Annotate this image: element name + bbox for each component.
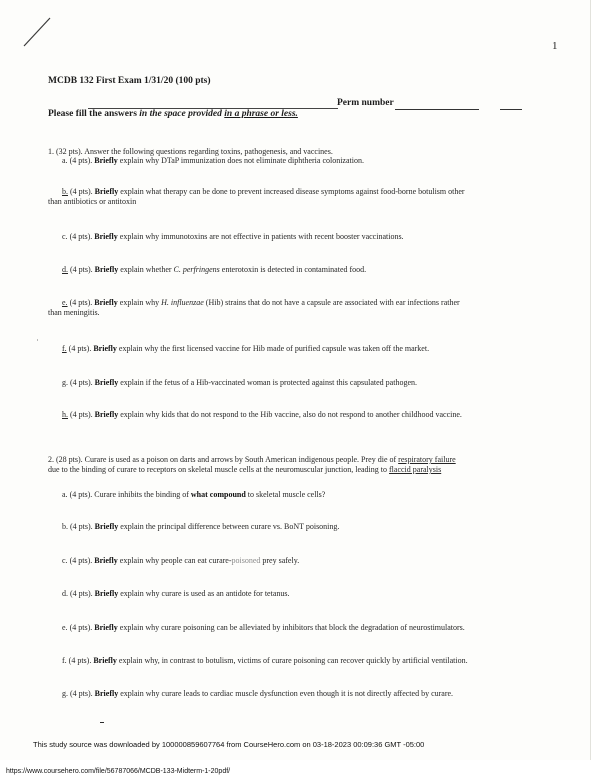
q2g-pts: (4 pts). [68, 689, 95, 698]
q1f-label: f. [62, 344, 67, 353]
q2a-text: to skeletal muscle cells? [245, 490, 326, 499]
q2c-keyword: Briefly [94, 556, 118, 565]
q1g-keyword: Briefly [94, 378, 119, 387]
q1c-label: c. [62, 232, 68, 241]
q1e-text: explain why [117, 298, 162, 307]
q2f-pts: (4 pts). [66, 656, 94, 665]
q1d-text-2: enterotoxin is detected in contaminated food. [219, 265, 367, 274]
q1f-keyword: Briefly [93, 344, 117, 353]
q1d-pts: (4 pts). [68, 265, 95, 274]
q2c-pts: (4 pts). [67, 556, 95, 565]
q1e-cont: than meningitis. [48, 308, 100, 317]
q1a [62, 156, 364, 166]
instructions-underlined: in a phrase or less. [224, 109, 298, 119]
q2d-pts: (4 pts). [68, 589, 95, 598]
q1a-keyword: Briefly [94, 156, 118, 165]
q2g-label: g. [62, 689, 68, 698]
instructions-text: Please fill the answers [48, 109, 140, 119]
q2e-text: explain why curare poisoning can be alleviated by inhibitors that block the degradation of neurostimulators. [117, 623, 465, 632]
stray-dash [100, 722, 104, 723]
q1b-cont: than antibiotics or antitoxin [48, 197, 137, 206]
q2-intro-text-2: due to the binding of curare to receptors on skeletal muscle cells at the neuromuscular junction, leading to [48, 465, 390, 474]
download-notice: This study source was downloaded by 100000859607764 from CourseHero.com on 03-18-2023 00:09:36 GMT -05:00 [33, 740, 425, 749]
q2f-text: explain why, in contrast to botulism, victims of curare poisoning can recover quickly by artificial ventilation. [116, 656, 468, 665]
q1d-organism: C. perfringens [173, 265, 220, 274]
q1b [62, 187, 465, 197]
q1e-pts: (4 pts). [67, 298, 95, 307]
q1g [62, 378, 417, 388]
q1c-pts: (4 pts). [67, 232, 95, 241]
q2f [62, 656, 468, 666]
q1e-keyword: Briefly [94, 298, 118, 307]
page-number: 1 [552, 40, 558, 52]
stray-mark: ʾ [36, 338, 39, 348]
q2b-label: b. [62, 522, 68, 531]
q1d-label: d. [62, 265, 68, 274]
source-url-link[interactable]: https://www.coursehero.com/file/56787066/MCDB-133-Midterm-1-20pdf/ [6, 768, 231, 775]
q1h [62, 410, 462, 420]
q2e-keyword: Briefly [94, 623, 118, 632]
q2-intro-underlined-2: flaccid paralysis [389, 465, 442, 474]
q2d-text: explain why curare is used as an antidote for tetanus. [118, 589, 290, 598]
q2-intro-line2 [48, 465, 441, 475]
q1e-label: e. [62, 298, 68, 307]
q2b-text: explain the principal difference between curare vs. BoNT poisoning. [118, 522, 340, 531]
q2c-faded-word: poisoned [231, 556, 261, 565]
q2b-pts: (4 pts). [68, 522, 95, 531]
q1c-text: explain why immunotoxins are not effective in patients with recent booster vaccinations. [117, 232, 404, 241]
q1a-pts: (4 pts). [67, 156, 95, 165]
q1g-label: g. [62, 378, 68, 387]
q1b-text: explain what therapy can be done to prevent increased disease symptoms against food-borne botulism other [118, 187, 465, 196]
q1e [62, 298, 460, 308]
perm-number-label: Perm number [337, 98, 394, 108]
q2a-keyword: what compound [190, 490, 246, 499]
q1e-text-2: (Hib) strains that do not have a capsule are associated with ear infections rather [203, 298, 460, 307]
q2-intro-text: 2. (28 pts). Curare is used as a poison on darts and arrows by South American indigenous people. Prey die of [48, 455, 399, 464]
q2a-label: a. [62, 490, 68, 499]
q1b-label: b. [62, 187, 68, 196]
q1d-keyword: Briefly [94, 265, 119, 274]
q2-intro-line1 [48, 455, 456, 465]
q1h-keyword: Briefly [94, 410, 119, 419]
q1f-text: explain why the first licensed vaccine for Hib made of purified capsule was taken off the market. [116, 344, 430, 353]
q2c-label: c. [62, 556, 68, 565]
q2b-keyword: Briefly [94, 522, 119, 531]
q2g-keyword: Briefly [94, 689, 119, 698]
instructions [48, 109, 298, 119]
q2g [62, 689, 453, 699]
q2d-keyword: Briefly [94, 589, 119, 598]
perm-number-blank-2[interactable] [500, 98, 522, 110]
perm-number-blank[interactable] [395, 98, 479, 110]
q1h-label: h. [62, 410, 68, 419]
q1b-pts: (4 pts). [68, 187, 95, 196]
q2f-label: f. [62, 656, 67, 665]
q2e-pts: (4 pts). [67, 623, 95, 632]
q1g-text: explain if the fetus of a Hib-vaccinated woman is protected against this capsulated pathogen. [118, 378, 418, 387]
q1a-label: a. [62, 156, 68, 165]
instructions-emphasis: in the space provided [139, 109, 222, 119]
q1c-keyword: Briefly [94, 232, 118, 241]
exam-title: MCDB 132 First Exam 1/31/20 (100 pts) [48, 76, 211, 86]
q2e-label: e. [62, 623, 68, 632]
q2c [62, 556, 299, 566]
q2e [62, 623, 465, 633]
q2g-text: explain why curare leads to cardiac muscle dysfunction even though it is not directly affected by curare. [118, 689, 454, 698]
q2c-text-2: prey safely. [260, 556, 300, 565]
q2a-pts: (4 pts). Curare inhibits the binding of [67, 490, 191, 499]
q2c-text: explain why people can eat curare- [117, 556, 232, 565]
q1c [62, 232, 404, 242]
q2d-label: d. [62, 589, 68, 598]
q1e-organism: H. influenzae [161, 298, 204, 307]
q1b-keyword: Briefly [94, 187, 119, 196]
q2a [62, 490, 325, 500]
q1f [62, 344, 429, 354]
q1h-text: explain why kids that do not respond to the Hib vaccine, also do not respond to another childhood vaccine. [118, 410, 462, 419]
q2f-keyword: Briefly [93, 656, 117, 665]
q1d [62, 265, 366, 275]
q1-intro: 1. (32 pts). Answer the following questions regarding toxins, pathogenesis, and vaccines. [48, 147, 333, 156]
q1g-pts: (4 pts). [68, 378, 95, 387]
q1d-text: explain whether [118, 265, 174, 274]
q2d [62, 589, 290, 599]
q2-intro-underlined: respiratory failure [398, 455, 456, 464]
q1h-pts: (4 pts). [68, 410, 95, 419]
q1f-pts: (4 pts). [66, 344, 94, 353]
pen-slash-mark [22, 16, 52, 48]
q1a-text: explain why DTaP immunization does not eliminate diphtheria colonization. [117, 156, 364, 165]
q2b [62, 522, 339, 532]
